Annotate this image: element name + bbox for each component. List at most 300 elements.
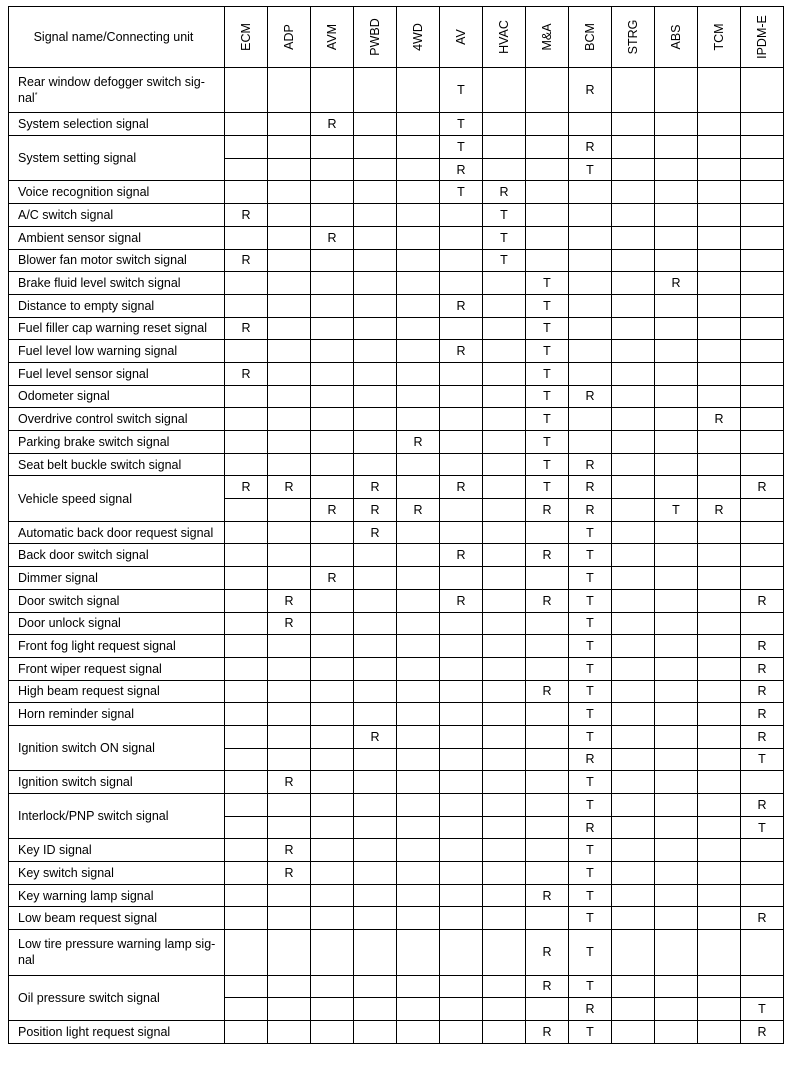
signal-cell [526,839,569,862]
signal-cell [268,113,311,136]
signal-cell [311,794,354,817]
signal-cell: R [483,181,526,204]
signal-name-text: High beam request signal [18,684,160,699]
signal-cell [526,816,569,839]
signal-cell: R [268,771,311,794]
signal-cell [655,158,698,181]
signal-cell [741,862,784,885]
signal-name-text: Distance to empty signal [18,298,155,313]
signal-cell [612,1020,655,1043]
signal-cell: T [440,113,483,136]
signal-cell [397,544,440,567]
signal-cell [268,272,311,295]
signal-cell [655,294,698,317]
signal-cell: R [311,567,354,590]
signal-cell: R [311,499,354,522]
signal-cell [397,771,440,794]
signal-cell [526,226,569,249]
signal-cell [698,249,741,272]
signal-cell [354,816,397,839]
signal-cell [526,771,569,794]
signal-name-cell [9,181,225,204]
signal-cell: R [225,476,268,499]
signal-cell [311,680,354,703]
signal-cell: R [354,499,397,522]
signal-cell [526,703,569,726]
signal-cell [268,68,311,113]
signal-name-text: Key warning lamp signal [18,888,154,903]
signal-cell [397,975,440,998]
signal-cell [440,975,483,998]
signal-cell [698,839,741,862]
signal-cell [440,612,483,635]
unit-header-label: STRG [626,19,640,55]
signal-cell [397,930,440,975]
signal-cell: T [569,544,612,567]
signal-cell [311,1020,354,1043]
signal-cell [397,408,440,431]
signal-cell [225,816,268,839]
signal-name-cell [9,544,225,567]
signal-cell [526,181,569,204]
signal-name-text: Front fog light request signal [18,639,176,654]
signal-cell [741,272,784,295]
unit-header-label: AV [454,29,468,45]
signal-name-cell [9,362,225,385]
signal-cell [354,408,397,431]
signal-name-cell [9,1020,225,1043]
signal-cell [440,998,483,1021]
signal-name-cell [9,589,225,612]
signal-cell [698,521,741,544]
signal-cell [397,158,440,181]
signal-name-header: Signal name/Connecting unit [9,7,225,68]
signal-table-container [8,6,784,1044]
signal-cell [741,567,784,590]
table-row [9,362,784,385]
signal-cell: T [569,907,612,930]
signal-name-text: System setting signal [18,151,137,166]
unit-header-label: ECM [239,23,253,51]
signal-cell [440,862,483,885]
signal-cell: R [569,998,612,1021]
signal-cell [698,930,741,975]
signal-cell: R [440,294,483,317]
signal-cell: R [569,68,612,113]
signal-cell [569,362,612,385]
signal-cell [311,635,354,658]
signal-cell [655,907,698,930]
signal-cell [741,453,784,476]
signal-cell [483,703,526,726]
signal-name-cell [9,839,225,862]
table-row [9,294,784,317]
signal-cell [655,431,698,454]
signal-cell [655,317,698,340]
signal-cell: R [268,839,311,862]
signal-cell [612,204,655,227]
signal-cell: R [741,703,784,726]
signal-cell [268,998,311,1021]
signal-cell [354,884,397,907]
signal-cell [225,1020,268,1043]
signal-cell [354,771,397,794]
table-row [9,68,784,113]
signal-cell [440,521,483,544]
table-row [9,113,784,136]
signal-cell [311,816,354,839]
signal-cell [655,657,698,680]
signal-cell [268,181,311,204]
signal-name-text: Voice recognition signal [18,185,150,200]
signal-cell: R [354,521,397,544]
signal-cell [225,680,268,703]
signal-cell: R [526,680,569,703]
signal-cell [397,680,440,703]
signal-cell [311,839,354,862]
unit-header-m-a [526,7,569,68]
signal-cell [483,884,526,907]
signal-cell [655,771,698,794]
signal-cell [397,453,440,476]
signal-cell [612,136,655,159]
signal-cell [440,408,483,431]
signal-name-cell [9,635,225,658]
signal-cell [483,862,526,885]
signal-cell [397,748,440,771]
signal-cell [225,385,268,408]
signal-cell [612,158,655,181]
unit-header-4wd [397,7,440,68]
signal-cell: T [741,998,784,1021]
signal-cell [569,317,612,340]
signal-cell: T [440,136,483,159]
signal-cell [655,862,698,885]
signal-cell [225,794,268,817]
signal-name-cell [9,884,225,907]
signal-cell [225,294,268,317]
signal-cell [698,226,741,249]
signal-cell [698,158,741,181]
signal-cell [397,385,440,408]
signal-cell [225,589,268,612]
signal-cell [569,181,612,204]
signal-cell: R [311,226,354,249]
signal-cell [225,158,268,181]
signal-cell [268,567,311,590]
signal-cell: T [569,794,612,817]
signal-cell [311,975,354,998]
signal-cell [268,907,311,930]
signal-cell [225,113,268,136]
signal-name-text: Rear window defogger switch sig-nal [18,75,205,106]
signal-cell [698,317,741,340]
signal-cell [741,431,784,454]
signal-cell [354,158,397,181]
signal-cell [354,930,397,975]
signal-cell [612,612,655,635]
signal-cell [655,998,698,1021]
table-row [9,725,784,748]
signal-cell [397,816,440,839]
table-header-row [9,7,784,68]
signal-cell [483,589,526,612]
unit-header-ipdm-e [741,7,784,68]
signal-cell: T [569,884,612,907]
signal-cell: R [741,657,784,680]
table-row [9,794,784,817]
table-row [9,136,784,159]
signal-cell [397,612,440,635]
signal-cell: R [354,725,397,748]
signal-cell: R [569,816,612,839]
signal-cell [741,204,784,227]
signal-name-cell [9,703,225,726]
signal-cell [655,680,698,703]
signal-cell: T [569,158,612,181]
signal-cell [483,317,526,340]
signal-cell: T [440,68,483,113]
signal-name-cell [9,521,225,544]
signal-cell [397,204,440,227]
signal-cell: R [569,499,612,522]
signal-cell [612,317,655,340]
signal-cell [655,635,698,658]
signal-cell [268,816,311,839]
signal-cell [483,635,526,658]
signal-cell [354,362,397,385]
signal-cell [311,998,354,1021]
signal-cell [354,136,397,159]
table-row [9,521,784,544]
signal-cell [741,362,784,385]
signal-cell [741,294,784,317]
signal-cell [612,431,655,454]
signal-name-text: Dimmer signal [18,570,98,585]
signal-name-text: Oil pressure switch signal [18,990,160,1005]
signal-cell [397,113,440,136]
signal-cell [354,181,397,204]
signal-cell [268,294,311,317]
signal-cell [397,862,440,885]
signal-name-text: Back door switch signal [18,548,149,563]
signal-name-text: Key ID signal [18,843,92,858]
signal-cell: R [526,589,569,612]
signal-cell [311,340,354,363]
signal-cell: T [526,340,569,363]
signal-cell [483,340,526,363]
signal-cell [440,794,483,817]
signal-cell [612,725,655,748]
signal-cell [698,453,741,476]
signal-cell [526,204,569,227]
signal-cell [311,385,354,408]
signal-cell: T [569,589,612,612]
signal-cell [569,431,612,454]
signal-cell [612,862,655,885]
signal-cell [311,907,354,930]
signal-cell [698,294,741,317]
signal-cell: R [440,158,483,181]
signal-cell [655,544,698,567]
signal-cell [698,1020,741,1043]
signal-cell [569,249,612,272]
signal-cell [741,612,784,635]
signal-name-text: Parking brake switch signal [18,434,170,449]
signal-cell [612,589,655,612]
signal-cell [354,249,397,272]
signal-cell [440,385,483,408]
signal-name-cell [9,476,225,521]
signal-cell [311,544,354,567]
signal-cell [440,657,483,680]
signal-cell [526,113,569,136]
signal-cell [483,794,526,817]
signal-cell [612,340,655,363]
signal-name-cell [9,249,225,272]
signal-cell [268,657,311,680]
signal-cell: R [225,362,268,385]
signal-cell [612,68,655,113]
signal-cell: R [741,907,784,930]
signal-cell [440,249,483,272]
signal-cell [354,748,397,771]
signal-cell [655,113,698,136]
signal-cell [741,408,784,431]
signal-cell [612,408,655,431]
unit-header-label: BCM [583,23,597,51]
signal-cell [655,725,698,748]
signal-cell: R [225,204,268,227]
signal-cell [397,839,440,862]
signal-cell [354,589,397,612]
signal-cell [397,181,440,204]
signal-cell [655,930,698,975]
signal-cell [354,68,397,113]
signal-name-text: Brake fluid level switch signal [18,276,181,291]
signal-cell [397,589,440,612]
signal-cell [698,113,741,136]
signal-cell [741,975,784,998]
signal-cell [397,362,440,385]
signal-cell [526,748,569,771]
signal-cell [655,68,698,113]
signal-cell [311,862,354,885]
signal-name-text: Overdrive control switch signal [18,412,188,427]
table-row [9,181,784,204]
signal-cell [354,657,397,680]
signal-cell [354,317,397,340]
signal-cell [655,453,698,476]
signal-cell [741,340,784,363]
signal-cell [483,1020,526,1043]
signal-cell [440,703,483,726]
signal-cell [311,589,354,612]
signal-cell [225,771,268,794]
signal-cell [225,544,268,567]
signal-cell [225,431,268,454]
signal-cell [268,340,311,363]
signal-cell [698,680,741,703]
signal-cell [225,499,268,522]
unit-header-label: 4WD [411,23,425,51]
signal-cell [612,839,655,862]
signal-cell: R [569,385,612,408]
signal-cell [741,68,784,113]
signal-cell: R [311,113,354,136]
signal-cell [698,975,741,998]
signal-cell: R [569,453,612,476]
signal-cell [612,181,655,204]
signal-cell [483,930,526,975]
table-row [9,862,784,885]
signal-cell [741,249,784,272]
table-row [9,476,784,499]
signal-cell [698,725,741,748]
signal-cell [311,476,354,499]
signal-cell [397,68,440,113]
signal-cell [225,975,268,998]
signal-cell [225,862,268,885]
signal-cell [225,839,268,862]
signal-cell [225,408,268,431]
signal-cell [225,998,268,1021]
signal-cell [397,136,440,159]
signal-cell [354,703,397,726]
signal-cell: R [440,544,483,567]
signal-cell [225,884,268,907]
signal-cell [698,181,741,204]
signal-cell [612,771,655,794]
signal-cell [698,771,741,794]
signal-cell [698,998,741,1021]
unit-header-hvac [483,7,526,68]
table-row [9,839,784,862]
signal-name-text: Seat belt buckle switch signal [18,457,182,472]
unit-header-label: ADP [282,24,296,50]
signal-cell: T [526,476,569,499]
signal-cell [440,930,483,975]
signal-cell [612,521,655,544]
signal-cell [397,340,440,363]
signal-cell [655,249,698,272]
signal-cell [655,612,698,635]
table-row [9,272,784,295]
signal-cell [655,839,698,862]
signal-cell: T [569,1020,612,1043]
signal-name-cell [9,862,225,885]
signal-cell: T [526,294,569,317]
signal-cell [483,385,526,408]
signal-cell: T [569,725,612,748]
signal-cell: T [741,816,784,839]
signal-cell [698,612,741,635]
table-row [9,204,784,227]
signal-name-text: Automatic back door request signal [18,525,214,540]
signal-cell [698,385,741,408]
signal-cell [698,340,741,363]
signal-cell [311,294,354,317]
signal-cell: R [397,431,440,454]
signal-cell [440,226,483,249]
table-row [9,385,784,408]
signal-name-cell [9,226,225,249]
table-row [9,657,784,680]
signal-cell [569,294,612,317]
signal-name-cell [9,612,225,635]
signal-name-cell [9,113,225,136]
signal-cell [612,998,655,1021]
